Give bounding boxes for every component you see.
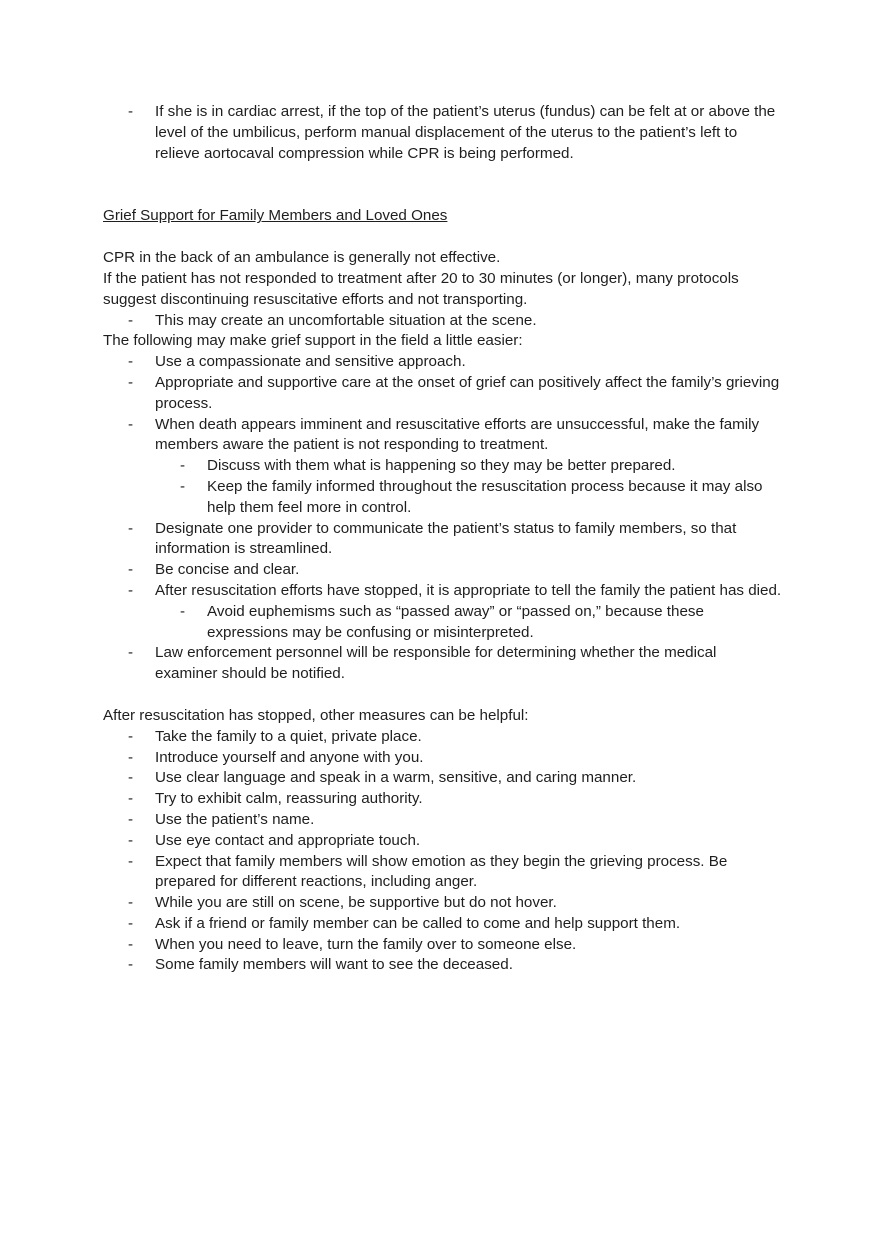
- list-item: [103, 768, 783, 789]
- list-item: [103, 415, 783, 457]
- bullet-text: Discuss with them what is happening so they may be better prepared.: [207, 457, 676, 475]
- bullet-text: Appropriate and supportive care at the onset of grief can positively affect the family’s grieving process.: [155, 373, 780, 412]
- bullet-dash: -: [128, 810, 134, 828]
- list-item: [103, 643, 783, 685]
- bullet-text: While you are still on scene, be supportive but do not hover.: [155, 894, 557, 912]
- bullet-text: Law enforcement personnel will be responsible for determining whether the medical examiner should be notified.: [155, 644, 717, 683]
- bullet-dash: -: [128, 353, 134, 371]
- bullet-dash: -: [180, 602, 186, 620]
- bullet-dash: -: [128, 373, 134, 391]
- list-item: [103, 955, 783, 976]
- document-page: [103, 102, 783, 976]
- bullet-text: If she is in cardiac arrest, if the top of the patient’s uterus (fundus) can be felt at or above the level of the umbilicus, perform manual displacement of the uterus to the patient’s left to relieve aortocaval compression while CPR is being performed.: [155, 103, 776, 162]
- bullet-dash: -: [128, 311, 134, 329]
- bullet-text: Ask if a friend or family member can be called to come and help support them.: [155, 914, 681, 932]
- list-item: [103, 560, 783, 581]
- bullet-text: When death appears imminent and resuscitative efforts are unsuccessful, make the family members aware the patient is not responding to treatment.: [155, 415, 760, 454]
- paragraph: The following may make grief support in the field a little easier:: [103, 332, 523, 350]
- list-item: [103, 810, 783, 831]
- bullet-dash: -: [128, 519, 134, 537]
- bullet-dash: -: [128, 769, 134, 787]
- paragraph: If the patient has not responded to treatment after 20 to 30 minutes (or longer), many protocols suggest discontinuing resuscitative efforts and not transporting.: [103, 269, 739, 308]
- paragraph: After resuscitation has stopped, other measures can be helpful:: [103, 706, 529, 724]
- list-item: [103, 352, 783, 373]
- bullet-text: Be concise and clear.: [155, 561, 300, 579]
- sub-list-item: [103, 456, 783, 477]
- list-item: [103, 914, 783, 935]
- list-item: [103, 373, 783, 415]
- list-item: [103, 935, 783, 956]
- bullet-dash: -: [128, 956, 134, 974]
- bullet-dash: -: [128, 790, 134, 808]
- bullet-dash: -: [128, 727, 134, 745]
- bullet-dash: -: [180, 477, 186, 495]
- list-item: [103, 311, 783, 332]
- bullet-text: After resuscitation efforts have stopped, it is appropriate to tell the family the patient has died.: [155, 581, 782, 599]
- bullet-text: Introduce yourself and anyone with you.: [155, 748, 424, 766]
- sub-list-item: [103, 602, 783, 644]
- section-heading: Grief Support for Family Members and Loved Ones: [103, 207, 448, 225]
- sub-list-item: [103, 477, 783, 519]
- bullet-dash: -: [128, 561, 134, 579]
- bullet-dash: -: [128, 852, 134, 870]
- list-item: [103, 831, 783, 852]
- bullet-text: This may create an uncomfortable situation at the scene.: [155, 311, 537, 329]
- bullet-text: Avoid euphemisms such as “passed away” or “passed on,” because these expressions may be confusing or misinterpreted.: [207, 602, 704, 641]
- list-item: [103, 727, 783, 748]
- list-item: [103, 102, 783, 164]
- bullet-dash: -: [128, 644, 134, 662]
- bullet-text: Use clear language and speak in a warm, sensitive, and caring manner.: [155, 769, 637, 787]
- paragraph: CPR in the back of an ambulance is generally not effective.: [103, 249, 501, 267]
- bullet-dash: -: [180, 457, 186, 475]
- list-item: [103, 852, 783, 894]
- bullet-text: Take the family to a quiet, private place.: [155, 727, 422, 745]
- bullet-text: When you need to leave, turn the family over to someone else.: [155, 935, 577, 953]
- list-item: [103, 748, 783, 769]
- bullet-dash: -: [128, 581, 134, 599]
- list-item: [103, 893, 783, 914]
- bullet-text: Designate one provider to communicate the patient’s status to family members, so that information is streamlined.: [155, 519, 737, 558]
- bullet-text: Use the patient’s name.: [155, 810, 315, 828]
- bullet-text: Some family members will want to see the deceased.: [155, 956, 513, 974]
- bullet-text: Use eye contact and appropriate touch.: [155, 831, 421, 849]
- bullet-dash: -: [128, 831, 134, 849]
- bullet-dash: -: [128, 415, 134, 433]
- bullet-text: Try to exhibit calm, reassuring authority.: [155, 790, 423, 808]
- bullet-dash: -: [128, 748, 134, 766]
- bullet-dash: -: [128, 894, 134, 912]
- bullet-text: Keep the family informed throughout the resuscitation process because it may also help them feel more in control.: [207, 477, 763, 516]
- bullet-text: Use a compassionate and sensitive approach.: [155, 353, 466, 371]
- bullet-dash: -: [128, 914, 134, 932]
- bullet-text: Expect that family members will show emotion as they begin the grieving process. Be prepared for different reactions, including anger.: [155, 852, 728, 891]
- bullet-dash: -: [128, 103, 134, 120]
- list-item: [103, 581, 783, 602]
- list-item: [103, 519, 783, 561]
- list-item: [103, 789, 783, 810]
- bullet-dash: -: [128, 935, 134, 953]
